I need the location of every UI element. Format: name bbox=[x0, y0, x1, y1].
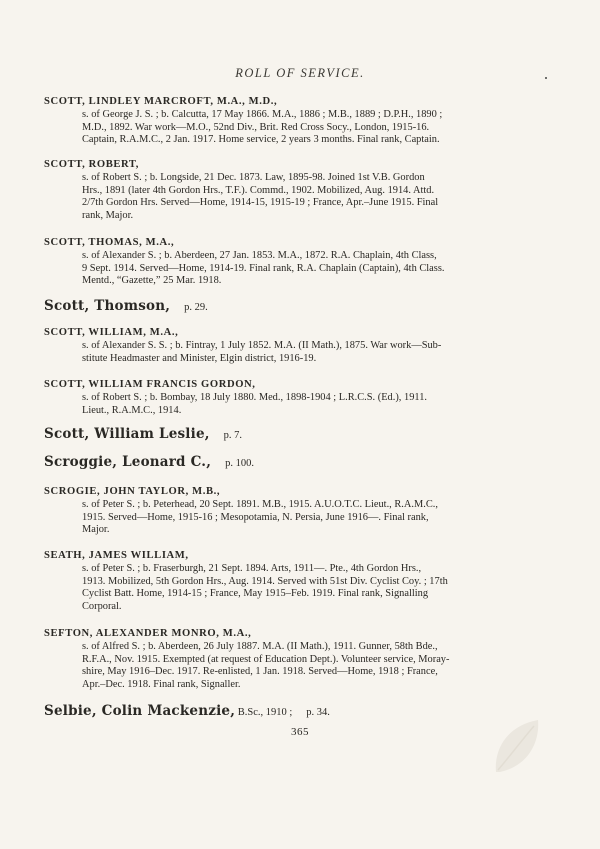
entry-body bbox=[82, 109, 544, 147]
entry-name: SCOTT, LINDLEY MARCROFT, M.A., M.D., bbox=[44, 96, 278, 107]
entry-line: Lieut., R.A.M.C., 1914. bbox=[82, 404, 182, 416]
roll-entry bbox=[44, 95, 544, 147]
entry-body bbox=[82, 172, 544, 222]
entry-body bbox=[82, 392, 544, 417]
entry-name: SCROGIE, JOHN TAYLOR, M.B., bbox=[44, 486, 221, 497]
entry-line: Cyclist Batt. Home, 1914-15 ; France, May 1915–Feb. 1919. Final rank, Signalling bbox=[82, 588, 429, 600]
entry-name: SCOTT, ROBERT, bbox=[44, 159, 140, 170]
entry-line: 1913. Mobilized, 5th Gordon Hrs., Aug. 1914. Served with 51st Div. Cyclist Coy. ; 17th bbox=[82, 575, 448, 587]
roll-entry bbox=[44, 158, 544, 222]
entry-line: stitute Headmaster and Minister, Elgin district, 1916-19. bbox=[82, 352, 317, 364]
entry-name: SEFTON, ALEXANDER MONRO, M.A., bbox=[44, 628, 252, 639]
xref-page: p. 34. bbox=[306, 707, 330, 718]
roll-entry bbox=[44, 326, 544, 365]
entry-line: s. of Alexander S. S. ; b. Fintray, 1 July 1852. M.A. (II Math.), 1875. War work—Sub- bbox=[82, 340, 442, 351]
entry-line: Major. bbox=[82, 524, 110, 536]
entry-line: R.F.A., Nov. 1915. Exempted (at request of Education Dept.). Volunteer service, Moray- bbox=[82, 653, 450, 665]
entry-name: SCOTT, WILLIAM, M.A., bbox=[44, 327, 179, 338]
entry-line: s. of Robert S. ; b. Bombay, 18 July 1880. Med., 1898-1904 ; L.R.C.S. (Ed.), 1911. bbox=[82, 392, 428, 403]
entry-body bbox=[82, 641, 544, 691]
entry-body bbox=[82, 250, 544, 288]
xref-name: Scott, William Leslie, bbox=[44, 426, 210, 442]
entry-body bbox=[82, 499, 544, 537]
roll-entry bbox=[44, 549, 544, 613]
running-header: ROLL OF SERVICE. bbox=[235, 66, 365, 80]
entry-name: SEATH, JAMES WILLIAM, bbox=[44, 550, 189, 561]
roll-entry bbox=[44, 236, 544, 288]
xref-name: Selbie, Colin Mackenzie, bbox=[44, 703, 236, 719]
entry-body bbox=[82, 340, 544, 365]
roll-entry bbox=[44, 378, 544, 417]
cross-reference bbox=[44, 426, 242, 442]
entry-line: s. of Alexander S. ; b. Aberdeen, 27 Jan. 1853. M.A., 1872. R.A. Chaplain, 4th Class, bbox=[82, 250, 437, 261]
entry-line: s. of Peter S. ; b. Peterhead, 20 Sept. 1891. M.B., 1915. A.U.O.T.C. Lieut., R.A.M.C., bbox=[82, 499, 438, 510]
ink-speck bbox=[545, 77, 547, 79]
entry-line: s. of Alfred S. ; b. Aberdeen, 26 July 1887. M.A. (II Math.), 1911. Gunner, 58th Bde., bbox=[82, 641, 438, 652]
cross-reference bbox=[44, 703, 330, 719]
cross-reference bbox=[44, 298, 208, 314]
entry-line: s. of George J. S. ; b. Calcutta, 17 May 1866. M.A., 1886 ; M.B., 1889 ; D.P.H., 1890 ; bbox=[82, 109, 443, 120]
xref-name: Scott, Thomson, bbox=[44, 298, 171, 314]
entry-line: 9 Sept. 1914. Served—Home, 1914-19. Final rank, R.A. Chaplain (Captain), 4th Class. bbox=[82, 262, 445, 274]
entry-name: SCOTT, WILLIAM FRANCIS GORDON, bbox=[44, 379, 256, 390]
entry-line: Hrs., 1891 (later 4th Gordon Hrs., T.F.). Commd., 1902. Mobilized, Aug. 1914. Attd. bbox=[82, 184, 435, 196]
entry-line: Mentd., “Gazette,” 25 Mar. 1918. bbox=[82, 275, 222, 287]
entry-line: 2/7th Gordon Hrs. Served—Home, 1914-15, 1915-19 ; France, Apr.–June 1915. Final bbox=[82, 197, 439, 209]
watermark-leaf-icon bbox=[488, 716, 544, 778]
cross-reference bbox=[44, 454, 254, 470]
entry-body bbox=[82, 563, 544, 613]
page-number: 365 bbox=[291, 726, 309, 738]
entry-line: s. of Robert S. ; b. Longside, 21 Dec. 1873. Law, 1895-98. Joined 1st V.B. Gordon bbox=[82, 172, 425, 183]
xref-detail: B.Sc., 1910 ; bbox=[237, 707, 293, 718]
xref-page: p. 100. bbox=[225, 458, 254, 469]
xref-page: p. 7. bbox=[223, 430, 243, 441]
entry-line: Corporal. bbox=[82, 600, 122, 612]
entry-line: rank, Major. bbox=[82, 209, 134, 221]
roll-entry bbox=[44, 627, 544, 691]
entry-line: 1915. Served—Home, 1915-16 ; Mesopotamia, N. Persia, June 1916—. Final rank, bbox=[82, 511, 429, 523]
xref-page: p. 29. bbox=[184, 302, 208, 313]
entry-line: s. of Peter S. ; b. Fraserburgh, 21 Sept. 1894. Arts, 1911—. Pte., 4th Gordon Hrs., bbox=[82, 563, 422, 574]
entry-line: M.D., 1892. War work—M.O., 52nd Div., Brit. Red Cross Socy., London, 1915-16. bbox=[82, 121, 430, 133]
xref-name: Scroggie, Leonard C., bbox=[44, 454, 212, 470]
entry-line: Apr.–Dec. 1918. Final rank, Signaller. bbox=[82, 678, 241, 690]
entry-line: shire, May 1916–Dec. 1917. Re-enlisted, 1 Jan. 1918. Served—Home, 1918 ; France, bbox=[82, 666, 438, 678]
roll-entry bbox=[44, 485, 544, 537]
entry-line: Captain, R.A.M.C., 2 Jan. 1917. Home service, 2 years 3 months. Final rank, Captain. bbox=[82, 134, 440, 146]
entry-name: SCOTT, THOMAS, M.A., bbox=[44, 237, 175, 248]
